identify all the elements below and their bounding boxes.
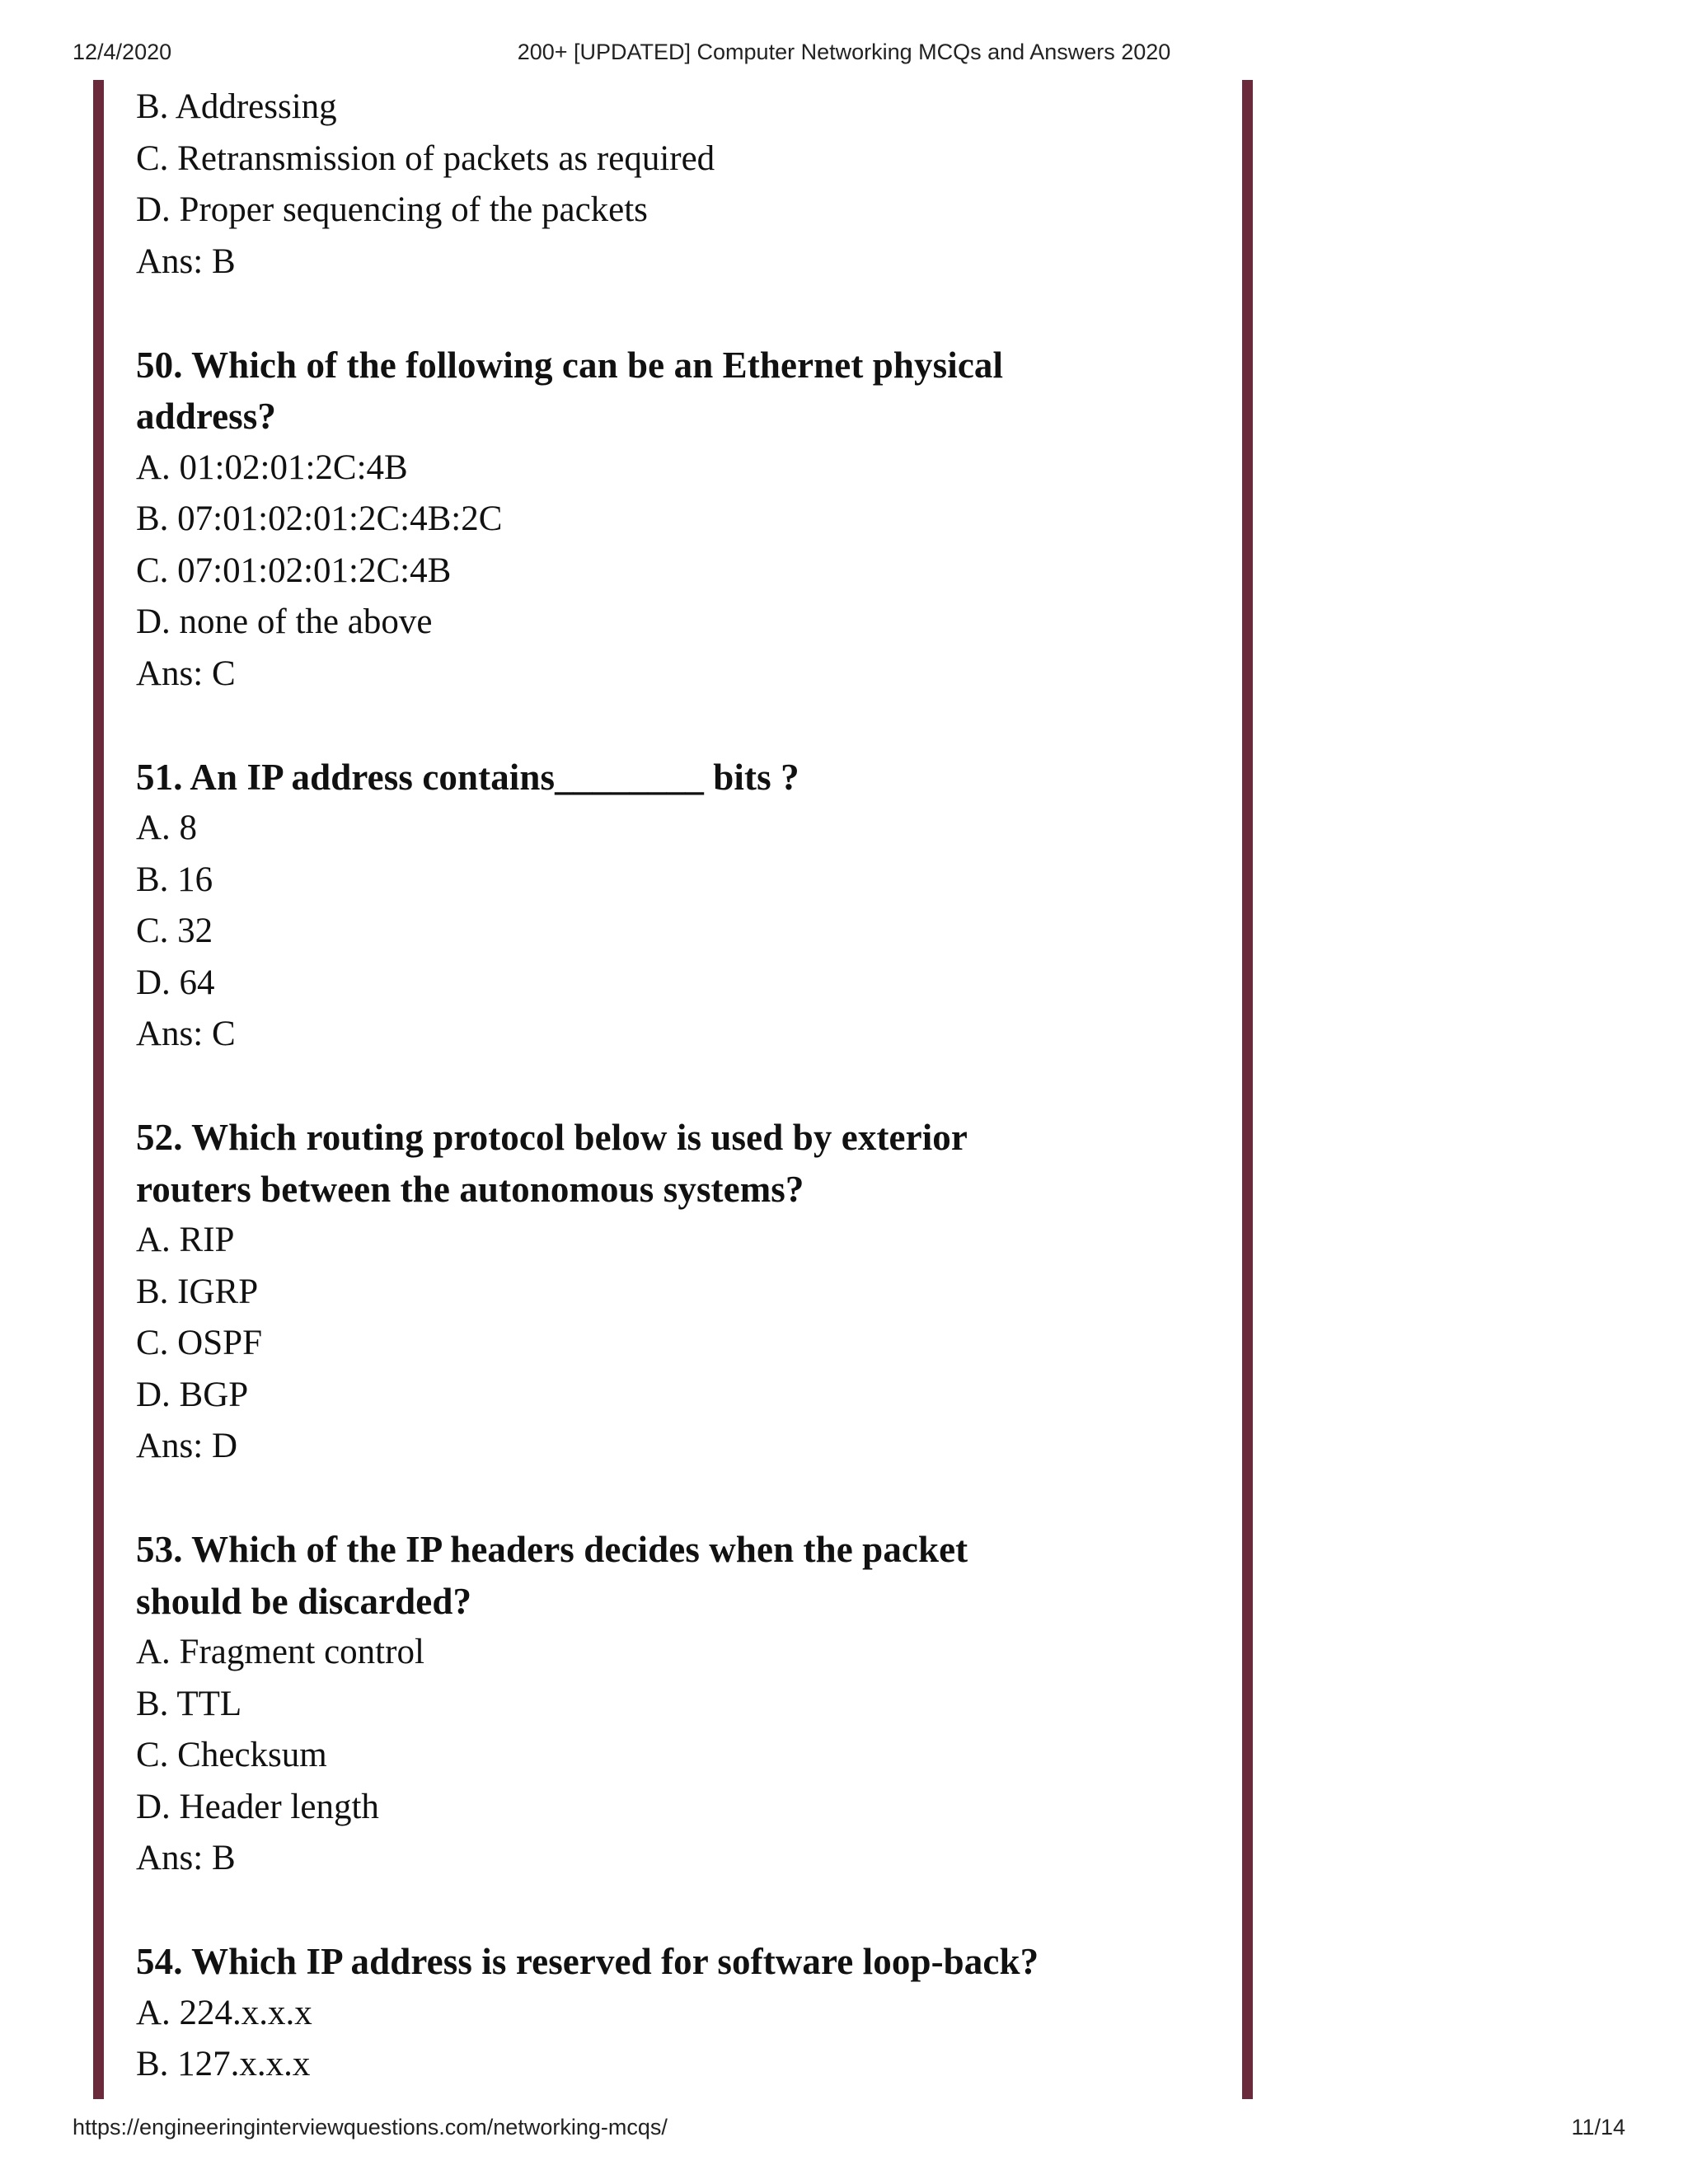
header-date: 12/4/2020: [73, 40, 172, 64]
right-border-bar: [1242, 80, 1253, 2099]
option: B. 07:01:02:01:2C:4B:2C: [136, 499, 503, 538]
question-title: address?: [136, 396, 277, 437]
question-block-51: [136, 752, 1224, 1061]
question-block-52: [136, 1112, 1224, 1473]
option: D. Proper sequencing of the packets: [136, 190, 648, 229]
option: D. Header length: [136, 1787, 379, 1826]
option: A. 8: [136, 808, 198, 847]
option: D. BGP: [136, 1375, 249, 1414]
option: A. 224.x.x.x: [136, 1993, 312, 2032]
option: A. Fragment control: [136, 1633, 424, 1671]
answer: Ans: B: [136, 1839, 236, 1877]
left-border-bar: [93, 80, 104, 2099]
option: C. Retransmission of packets as required: [136, 138, 715, 178]
answer: Ans: C: [136, 654, 236, 693]
footer-page-number: 11/14: [1571, 2115, 1625, 2139]
question-block-54: [136, 1936, 1224, 2091]
option: D. none of the above: [136, 602, 433, 641]
answer: Ans: B: [136, 241, 236, 281]
option: B. 127.x.x.x: [136, 2045, 311, 2083]
question-title: 51. An IP address contains________ bits ?: [136, 756, 799, 798]
question-title: routers between the autonomous systems?: [136, 1168, 804, 1210]
question-title: 52. Which routing protocol below is used by exterior: [136, 1117, 968, 1158]
option: A. RIP: [136, 1221, 235, 1259]
option: B. Addressing: [136, 87, 337, 126]
question-title: 53. Which of the IP headers decides when the packet: [136, 1529, 968, 1570]
option: D. 64: [136, 963, 215, 1002]
option: C. Checksum: [136, 1736, 327, 1774]
answer: Ans: C: [136, 1015, 236, 1053]
option: C. OSPF: [136, 1324, 262, 1362]
answer: Ans: D: [136, 1427, 238, 1465]
question-block-continued: [136, 82, 1224, 288]
option: A. 01:02:01:2C:4B: [136, 448, 408, 487]
question-block-50: [136, 340, 1224, 701]
footer-url[interactable]: https://engineeringinterviewquestions.com/networking-mcqs/: [73, 2115, 668, 2139]
question-block-53: [136, 1524, 1224, 1885]
mcq-content: [136, 82, 1224, 2091]
option: C. 07:01:02:01:2C:4B: [136, 551, 452, 590]
option: B. IGRP: [136, 1272, 259, 1311]
option: B. 16: [136, 860, 213, 899]
question-title: should be discarded?: [136, 1580, 472, 1622]
question-title: 54. Which IP address is reserved for software loop-back?: [136, 1941, 1039, 1982]
question-title: 50. Which of the following can be an Ethernet physical: [136, 344, 1004, 386]
header-title: 200+ [UPDATED] Computer Networking MCQs and Answers 2020: [517, 40, 1171, 64]
option: C. 32: [136, 912, 213, 950]
option: B. TTL: [136, 1684, 242, 1723]
